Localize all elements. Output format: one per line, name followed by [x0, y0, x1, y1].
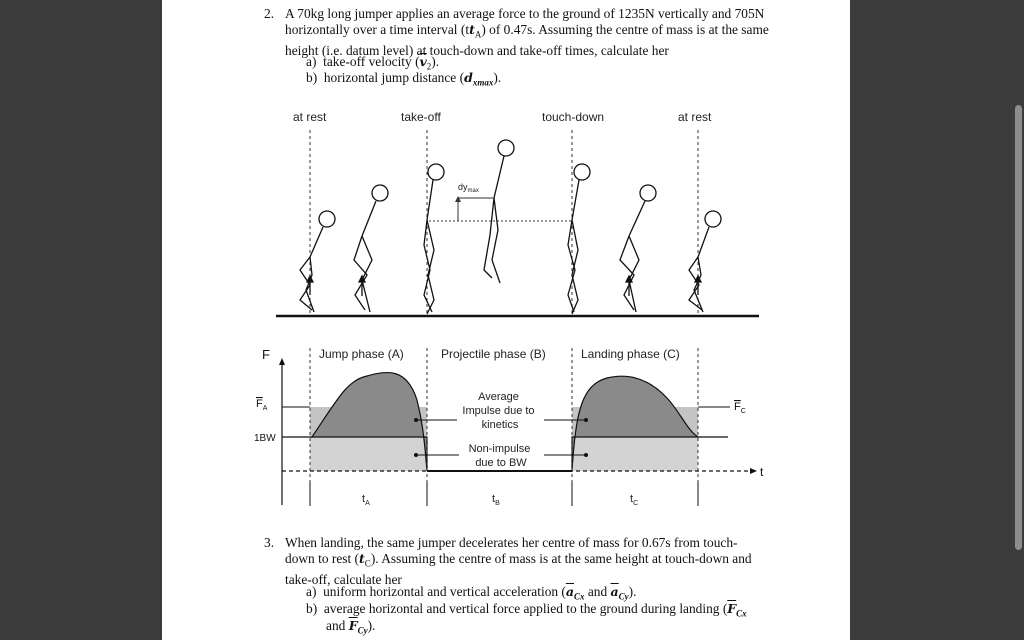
phase-label-landing: Landing phase (C)	[581, 347, 680, 361]
bw-region-a	[310, 437, 427, 471]
document-page	[162, 0, 850, 640]
fc-label: $F_C$	[734, 401, 746, 415]
stick-figures	[300, 140, 721, 314]
phase-label-projectile: Projectile phase (B)	[441, 347, 546, 361]
question-3	[264, 535, 834, 640]
bw-label: 1BW	[254, 433, 276, 444]
impulse-kinetics-label: Average Impulse due to kinetics	[462, 391, 535, 431]
q2-part-a: a) take-off velocity $(\overline{v}_2)$.	[306, 54, 440, 72]
question-2-number: 2.	[264, 6, 275, 21]
q3-line-3: take-off, calculate her	[285, 571, 402, 587]
q3-line-2: down to rest $(t_C)$. Assuming the centre of mass is at the same height at touch-down and	[285, 551, 752, 569]
non-impulse-label: Non-impulse due to BW	[468, 443, 531, 469]
time-label-a: $t_A$	[362, 493, 370, 507]
force-axis-label: F	[262, 347, 270, 362]
q3-part-b-cont: and $\overline{F}_{Cy}$).	[326, 618, 376, 636]
fa-label: $F_A$	[256, 398, 268, 412]
scrollbar-thumb[interactable]	[1015, 105, 1022, 550]
phase-label-jump: Jump phase (A)	[319, 347, 404, 361]
label-at-rest-2: at rest	[678, 110, 712, 124]
jumper-figure-7	[689, 211, 721, 312]
q2-part-b: b) horizontal jump distance $(d_{xmax})$.	[306, 70, 502, 88]
q3-part-b: b) average horizontal and vertical force applied to the ground during landing ($\overline{F}_{Cx}$	[306, 601, 747, 619]
question-2	[264, 6, 824, 86]
q2-line-3: height (i.e. datum level) at touch-down and take-off times, calculate her	[285, 42, 669, 58]
time-label-c: $t_C$	[630, 493, 639, 507]
label-at-rest-1: at rest	[293, 110, 327, 124]
jumper-figure-4	[484, 140, 514, 283]
dy-max-marker	[429, 182, 572, 221]
label-take-off: take-off	[401, 110, 441, 124]
jumper-figure-1	[300, 211, 335, 312]
jumper-figure-6	[620, 185, 656, 312]
viewer-background-right	[850, 0, 1024, 640]
jump-phases-figure	[162, 100, 850, 520]
q2-line-2: horizontally over a time interval $(tt_A)$ of 0.47s. Assuming the centre of mass is at the same	[285, 22, 769, 40]
q3-part-a: a) uniform horizontal and vertical acceleration ($\overline{a}_{Cx}$ and $\overline{a}_{Cy}$).	[306, 584, 637, 602]
question-3-number: 3.	[264, 535, 275, 550]
bw-region-c	[572, 437, 698, 471]
jumper-figure-5	[568, 164, 590, 314]
label-touch-down: touch-down	[542, 110, 605, 124]
q3-line-1: When landing, the same jumper decelerates her centre of mass for 0.67s from touch-	[285, 535, 738, 550]
dy-max-label: $dy_{max}$	[458, 182, 479, 194]
jumper-figure-2	[354, 185, 388, 312]
time-label-b: $t_B$	[492, 493, 500, 507]
q2-line-1: A 70kg long jumper applies an average force to the ground of 1235N vertically and 705N	[285, 6, 765, 21]
time-axis-label: t	[760, 465, 764, 479]
